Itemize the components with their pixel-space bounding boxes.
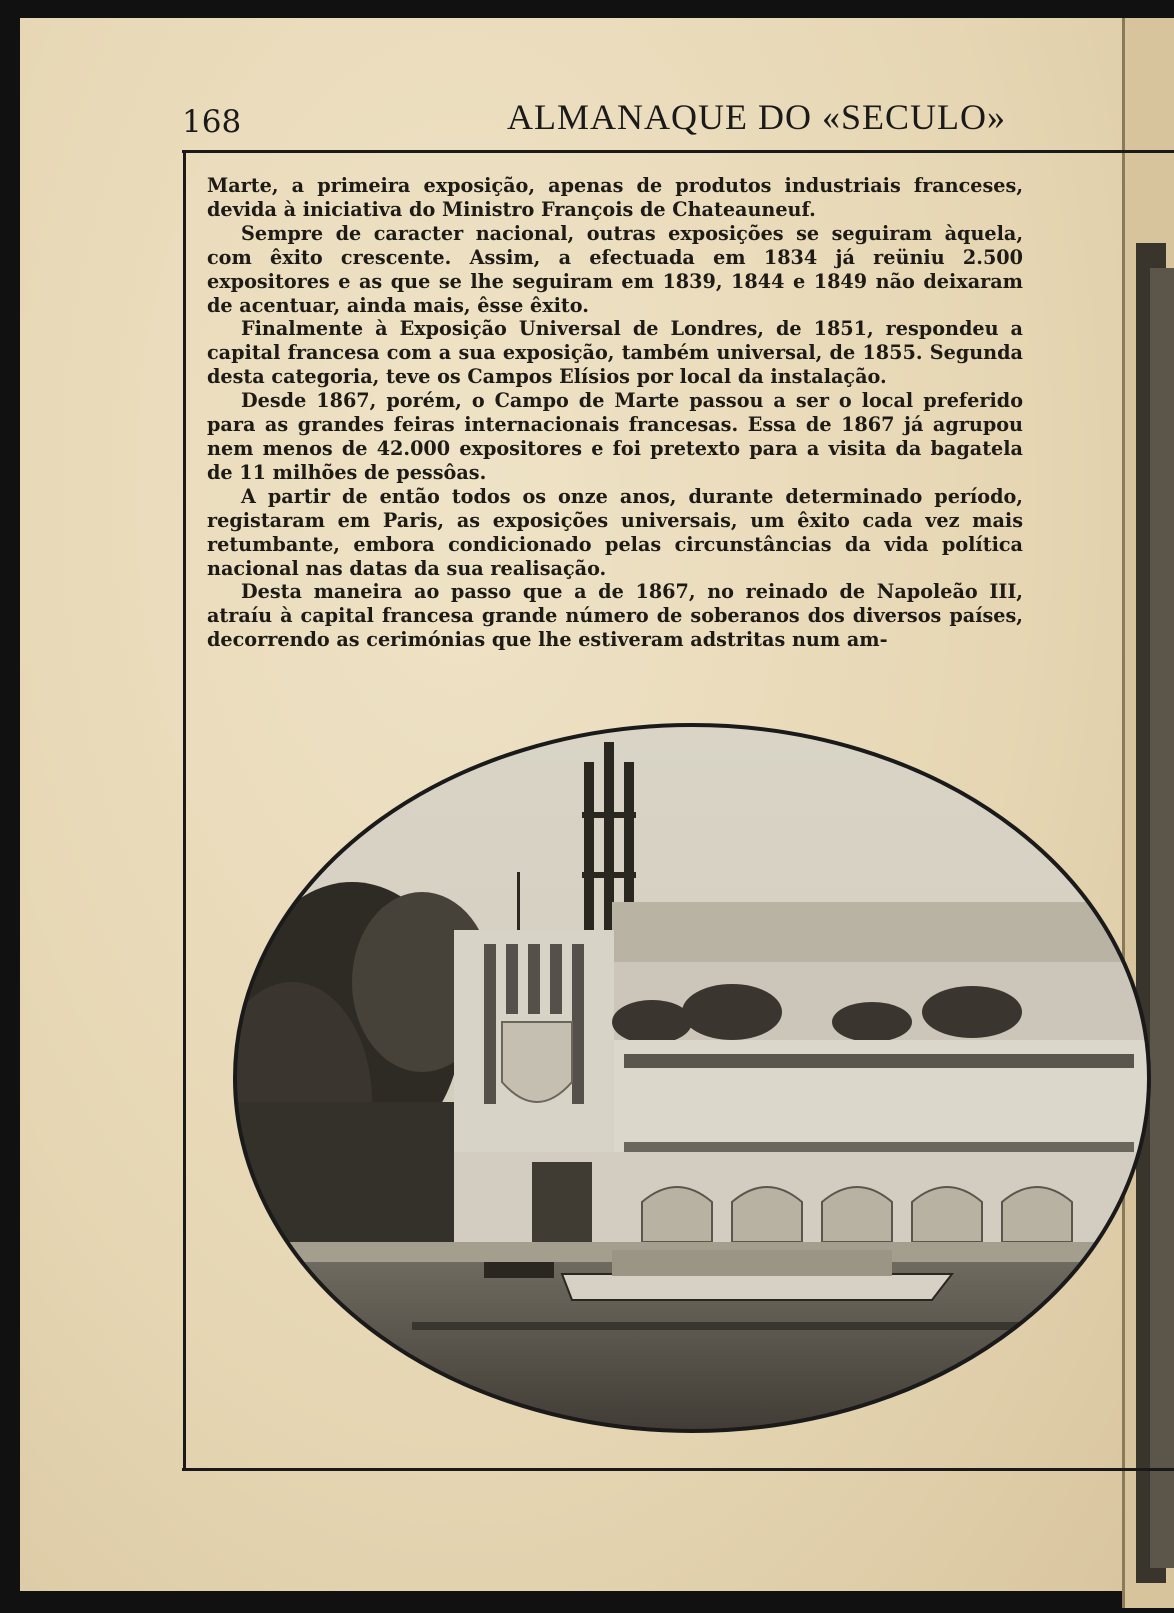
pontoon [412, 1322, 1032, 1330]
article-paragraph: Marte, a primeira exposição, apenas de produtos industriais franceses, devida à iniciativa do Ministro François de Chateauneuf. [207, 174, 1023, 221]
adjacent-photo-shadow [1150, 268, 1174, 1568]
left-rule [183, 150, 186, 1470]
article-paragraph: Sempre de caracter nacional, outras exposições se seguiram àquela, com êxito crescente. Assim, a efectuada em 1834 já reüniu 2.500 expositores e as que se lhe seguiram em 1839, 1844 e 1849 não deixaram de acentuar, ainda mais, êsse êxito. [207, 221, 1023, 317]
article-paragraph: Finalmente à Exposição Universal de Londres, de 1851, respondeu a capital francesa com a sua exposição, também universal, de 1855. Segunda desta categoria, teve os Campos Elísios por local da instalação. [207, 317, 1023, 389]
article-body [207, 174, 1023, 652]
article-paragraph: A partir de então todos os onze anos, durante determinado período, registaram em Paris, as exposições universais, um êxito cada vez mais retumbante, embora condicionado pelas circunstâncias da vida política nacional nas datas da sua realisação. [207, 484, 1023, 580]
page-number: 168 [182, 104, 242, 140]
pavilion-photo-svg [232, 722, 1152, 1434]
article-paragraph: Desta maneira ao passo que a de 1867, no reinado de Napoleão III, atraíu à capital francesa grande número de soberanos dos diversos países, decorrendo as cerimónias que lhe estiveram adstritas num am- [207, 580, 1023, 652]
running-title: ALMANAQUE DO «SECULO» [507, 97, 1006, 137]
article-paragraph: Desde 1867, porém, o Campo de Marte passou a ser o local preferido para as grandes feiras internacionais francesas. Essa de 1867 já agrupou nem menos de 42.000 expositores e foi pretexto para a visita da bagatela de 11 milhões de pessôas. [207, 389, 1023, 484]
page-header [0, 82, 1130, 142]
pavilion-photograph [232, 722, 1152, 1434]
top-rule [182, 150, 1122, 153]
pavilion-building [454, 902, 1152, 1252]
top-rule-extension [1122, 150, 1174, 153]
bottom-rule [182, 1468, 1174, 1471]
